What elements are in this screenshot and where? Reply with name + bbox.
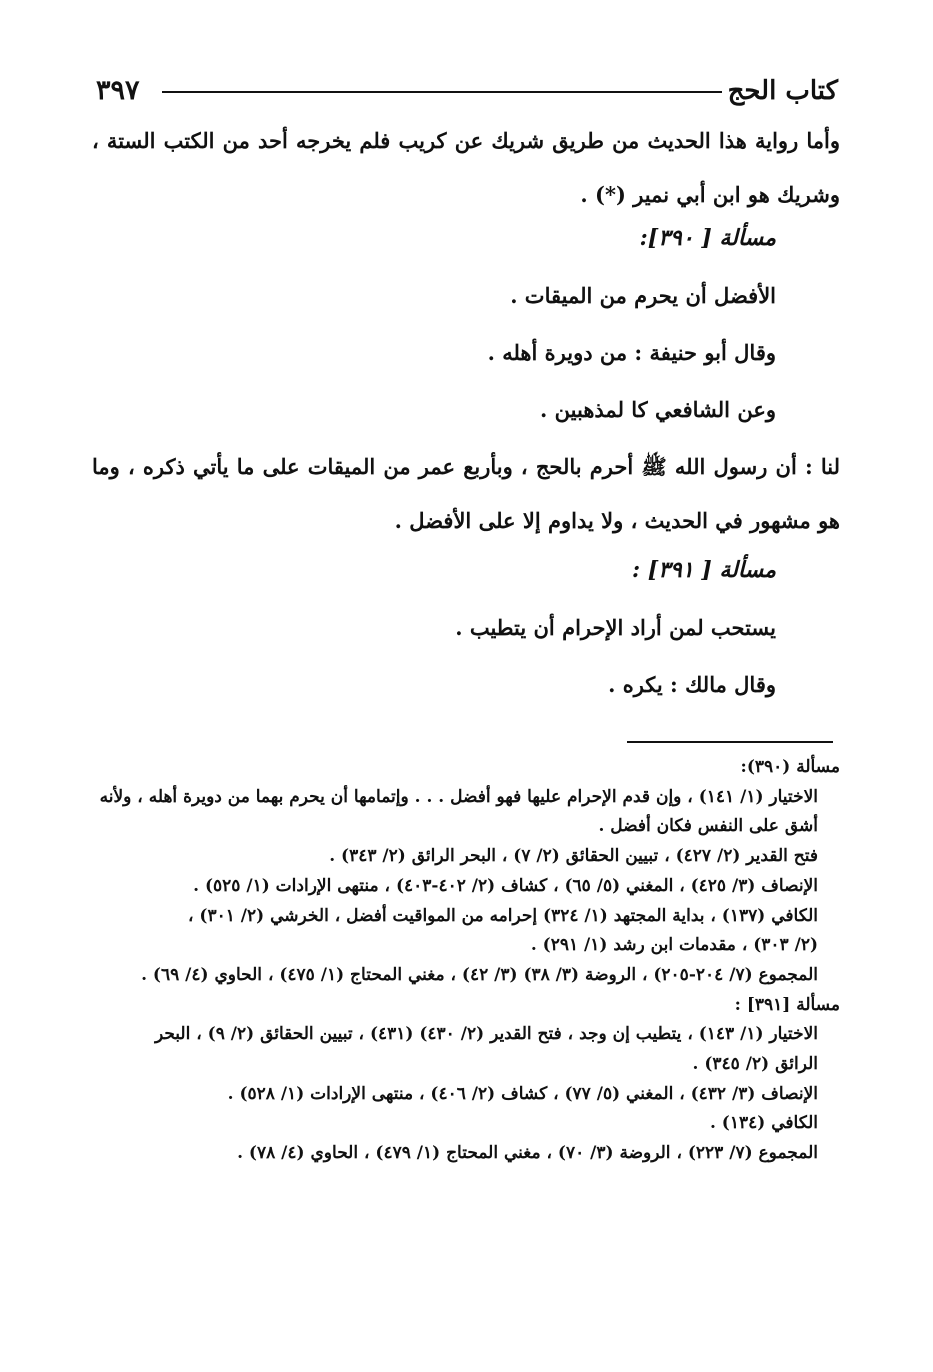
page-number: ٣٩٧ <box>96 75 140 106</box>
issue-391-ruling: يستحب لمن أراد الإحرام أن يتطيب . <box>455 615 776 640</box>
footnote-line: فتح القدير (٢/ ٤٢٧) ، تبيين الحقائق (٢/ ٧) ، البحر الرائق (٢/ ٣٤٣) . <box>329 846 818 867</box>
footnote-line: الاختيار (١/ ١٤٣) ، يتطيب إن وجد ، فتح القدير (٢/ ٤٣٠) (٤٣١) ، تبيين الحقائق (٢/ ٩) ، البحر <box>154 1024 818 1045</box>
footnote-390-heading: مسألة (٣٩٠): <box>740 757 840 777</box>
footnote-line: الإنصاف (٣/ ٤٣٢) ، المغني (٥/ ٧٧) ، كشاف (٢/ ٤٠٦) ، منتهى الإرادات (١/ ٥٢٨) . <box>227 1083 818 1104</box>
issue-390-heading: مسألة [ ٣٩٠]: <box>639 225 776 251</box>
footnote-separator <box>627 741 833 743</box>
main-text-block-3 <box>92 440 840 548</box>
main-text-block-2 <box>92 210 840 438</box>
issue-390-ruling: الأفضل أن يحرم من الميقات . <box>510 283 776 308</box>
footnote-line: الرائق (٢/ ٣٤٥) . <box>692 1054 818 1075</box>
footnote-line: (٢/ ٣٠٣) ، مقدمات ابن رشد (١/ ٢٩١) . <box>530 935 818 956</box>
issue-391-heading: مسألة [ ٣٩١] : <box>632 557 776 583</box>
footnote-line: الكافي (١٣٤) . <box>709 1113 818 1134</box>
footnote-line: المجموع (٧/ ٢٠٤-٢٠٥) ، الروضة (٣/ ٣٨) (٣/ ٤٢) ، مغني المحتاج (١/ ٤٧٥) ، الحاوي (٤/ ٦٩) . <box>141 964 818 985</box>
header-rule <box>162 91 722 93</box>
issue-390-shafii-view: وعن الشافعي كا لمذهبين . <box>540 397 776 422</box>
footnote-391-heading: مسألة [٣٩١] : <box>734 994 840 1015</box>
footnotes <box>92 753 840 1169</box>
running-title: كتاب الحج <box>727 76 838 106</box>
footnote-line: أشق على النفس فكان أفضل . <box>598 816 818 837</box>
main-text-block-1 <box>92 114 840 222</box>
footnote-line: الكافي (١٣٧) ، بداية المجتهد (١/ ٣٢٤) إحرامه من المواقيت أفضل ، الخرشي (٢/ ٣٠١) ، <box>188 905 818 926</box>
main-text-block-4 <box>92 542 840 713</box>
footnote-line: الإنصاف (٣/ ٤٢٥) ، المغني (٥/ ٦٥) ، كشاف (٢/ ٤٠٢-٤٠٣) ، منتهى الإرادات (١/ ٥٢٥) . <box>193 875 818 896</box>
footnote-line: المجموع (٧/ ٢٢٣) ، الروضة (٣/ ٧٠) ، مغني المحتاج (١/ ٤٧٩) ، الحاوي (٤/ ٧٨) . <box>237 1143 818 1164</box>
opening-paragraph: وأما رواية هذا الحديث من طريق شريك عن كريب فلم يخرجه أحد من الكتب الستة ، وشريك هو ابن أبي نمير (*) . <box>92 128 840 207</box>
issue-390-hanafi-view: وقال أبو حنيفة : من دويرة أهله . <box>487 340 776 365</box>
issue-391-maliki-view: وقال مالك : يكره . <box>608 672 776 697</box>
footnote-line: الاختيار (١/ ١٤١) ، وإن قدم الإحرام عليها فهو أفضل . . . وإتمامها أن يحرم بهما من دويرة أهله ، ولأنه <box>99 786 818 807</box>
issue-390-evidence: لنا : أن رسول الله ﷺ أحرم بالحج ، وبأربع عمر من الميقات على ما يأتي ذكره ، وما هو مشهور في الحديث ، ولا يداوم إلا على الأفضل . <box>92 454 840 533</box>
page-header <box>96 76 838 110</box>
